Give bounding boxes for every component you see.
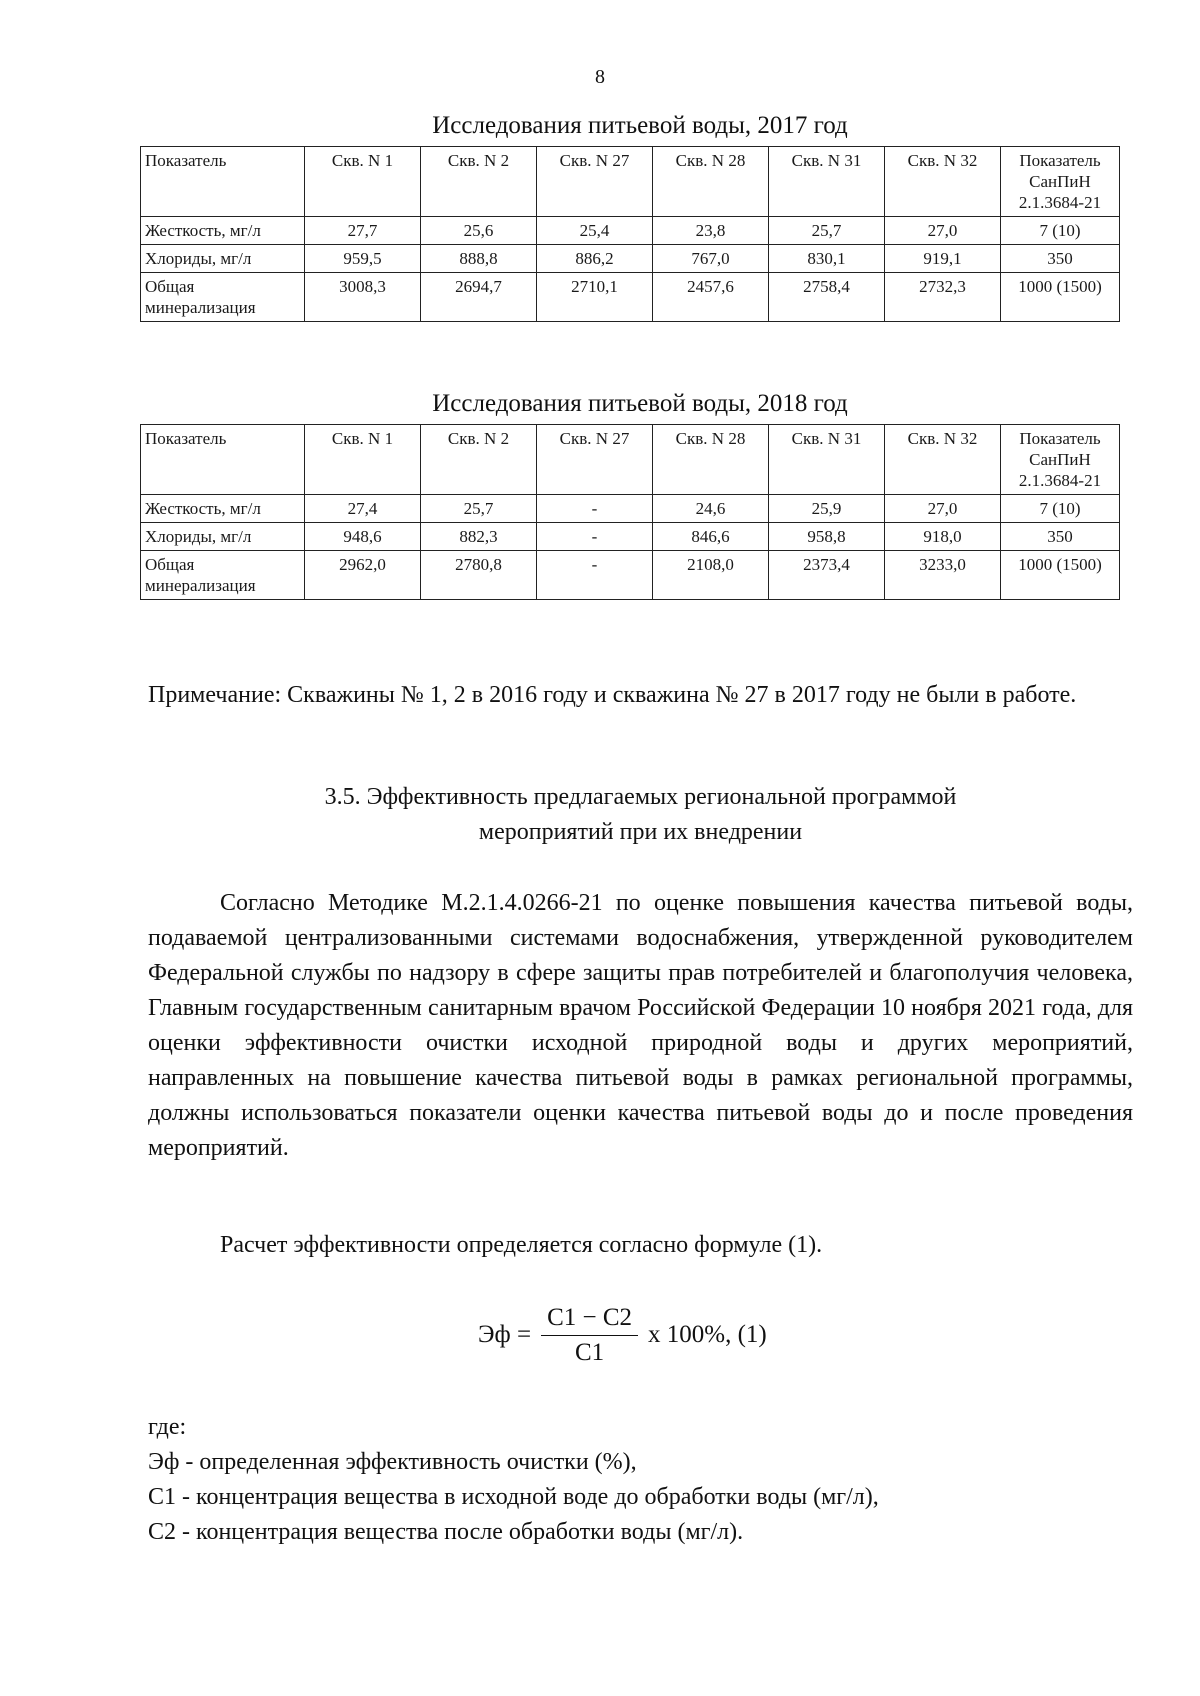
table-cell: 2373,4 [769, 551, 885, 600]
table-row [141, 495, 1120, 523]
table-cell: 27,4 [305, 495, 421, 523]
definition-item: С2 - концентрация вещества после обработки воды (мг/л). [148, 1519, 744, 1545]
table-cell: 2710,1 [537, 273, 653, 322]
table-cell: 25,9 [769, 495, 885, 523]
header-cell: Показатель [141, 147, 305, 217]
page-number: 8 [595, 66, 605, 88]
table-cell: 846,6 [653, 523, 769, 551]
section-heading [148, 780, 1133, 850]
header-cell: Скв. N 28 [653, 425, 769, 495]
table-cell: 25,7 [421, 495, 537, 523]
table-cell: 830,1 [769, 245, 885, 273]
table-cell: 2694,7 [421, 273, 537, 322]
table-cell: 959,5 [305, 245, 421, 273]
table-cell: 27,0 [885, 217, 1001, 245]
definitions-block [148, 1410, 1133, 1550]
row-label: Жесткость, мг/л [141, 495, 305, 523]
table-2017-caption: Исследования питьевой воды, 2017 год [432, 112, 848, 139]
formula-denominator: C1 [574, 1338, 605, 1366]
header-cell: Скв. N 31 [769, 147, 885, 217]
table-cell: 2780,8 [421, 551, 537, 600]
table-cell: 350 [1001, 523, 1120, 551]
section-heading-line: мероприятий при их внедрении [478, 819, 803, 845]
table-row [141, 217, 1120, 245]
table-cell: 27,7 [305, 217, 421, 245]
table-cell: 2457,6 [653, 273, 769, 322]
body-paragraph: Согласно Методике М.2.1.4.0266-21 по оценке повышения качества питьевой воды, подаваемой централизованными системами водоснабжения, утвержденной руководителем Федеральной службы по надзору в сфере защиты прав потребителей и благополучия человека, Главным государственным санитарным врачом Российской Федерации 10 ноября 2021 года, для оценки эффективности очистки исходной природной воды и других мероприятий, направленных на повышение качества питьевой воды в рамках региональной программы, должны использоваться показатели оценки качества питьевой воды до и после проведения мероприятий. [148, 890, 1133, 1161]
table-cell: - [537, 495, 653, 523]
table-cell: 25,4 [537, 217, 653, 245]
header-cell: Показатель [141, 425, 305, 495]
table-cell: 948,6 [305, 523, 421, 551]
table-cell: 888,8 [421, 245, 537, 273]
table-header-row [141, 425, 1120, 495]
table-cell: 1000 (1500) [1001, 551, 1120, 600]
definition-item: С1 - концентрация вещества в исходной воде до обработки воды (мг/л), [148, 1484, 879, 1510]
section-heading-line: 3.5. Эффективность предлагаемых региональной программой [324, 784, 957, 810]
table-cell: 2962,0 [305, 551, 421, 600]
table-row [141, 273, 1120, 322]
header-cell: Скв. N 27 [537, 425, 653, 495]
table-cell: 7 (10) [1001, 495, 1120, 523]
formula-rhs: x 100%, (1) [648, 1321, 767, 1348]
table-cell: 350 [1001, 245, 1120, 273]
header-cell: Показатель СанПиН 2.1.3684-21 [1001, 147, 1120, 217]
row-label: Общая минерализация [141, 551, 305, 600]
table-row [141, 245, 1120, 273]
table-cell: - [537, 551, 653, 600]
header-cell: Скв. N 32 [885, 147, 1001, 217]
header-cell: Скв. N 32 [885, 425, 1001, 495]
header-cell: Скв. N 2 [421, 147, 537, 217]
formula-fraction [541, 1301, 638, 1370]
table-cell: 2732,3 [885, 273, 1001, 322]
table-cell: 882,3 [421, 523, 537, 551]
table-cell: - [537, 523, 653, 551]
table-row [141, 523, 1120, 551]
table-cell: 25,6 [421, 217, 537, 245]
table-cell: 1000 (1500) [1001, 273, 1120, 322]
header-cell: Показатель СанПиН 2.1.3684-21 [1001, 425, 1120, 495]
row-label: Общая минерализация [141, 273, 305, 322]
header-cell: Скв. N 1 [305, 147, 421, 217]
note-paragraph: Примечание: Скважины № 1, 2 в 2016 году и скважина № 27 в 2017 году не были в работе. [148, 682, 1077, 708]
table-cell: 767,0 [653, 245, 769, 273]
row-label: Хлориды, мг/л [141, 245, 305, 273]
definition-item: Эф - определенная эффективность очистки (%), [148, 1449, 637, 1475]
table-cell: 3233,0 [885, 551, 1001, 600]
row-label: Хлориды, мг/л [141, 523, 305, 551]
table-cell: 23,8 [653, 217, 769, 245]
header-cell: Скв. N 1 [305, 425, 421, 495]
table-cell: 919,1 [885, 245, 1001, 273]
header-cell: Скв. N 27 [537, 147, 653, 217]
formula-numerator: C1 − C2 [541, 1301, 638, 1336]
table-cell: 918,0 [885, 523, 1001, 551]
table-2018 [140, 424, 1120, 600]
table-row [141, 551, 1120, 600]
header-cell: Скв. N 28 [653, 147, 769, 217]
table-2017 [140, 146, 1120, 322]
table-cell: 958,8 [769, 523, 885, 551]
where-label: где: [148, 1414, 187, 1440]
table-cell: 886,2 [537, 245, 653, 273]
header-cell: Скв. N 31 [769, 425, 885, 495]
table-cell: 7 (10) [1001, 217, 1120, 245]
header-cell: Скв. N 2 [421, 425, 537, 495]
table-header-row [141, 147, 1120, 217]
table-cell: 24,6 [653, 495, 769, 523]
table-cell: 25,7 [769, 217, 885, 245]
table-cell: 2758,4 [769, 273, 885, 322]
row-label: Жесткость, мг/л [141, 217, 305, 245]
table-cell: 27,0 [885, 495, 1001, 523]
table-cell: 2108,0 [653, 551, 769, 600]
table-2018-caption: Исследования питьевой воды, 2018 год [432, 390, 848, 417]
calc-sentence: Расчет эффективности определяется согласно формуле (1). [220, 1232, 823, 1258]
table-cell: 3008,3 [305, 273, 421, 322]
formula-lhs: Эф = [478, 1321, 532, 1348]
